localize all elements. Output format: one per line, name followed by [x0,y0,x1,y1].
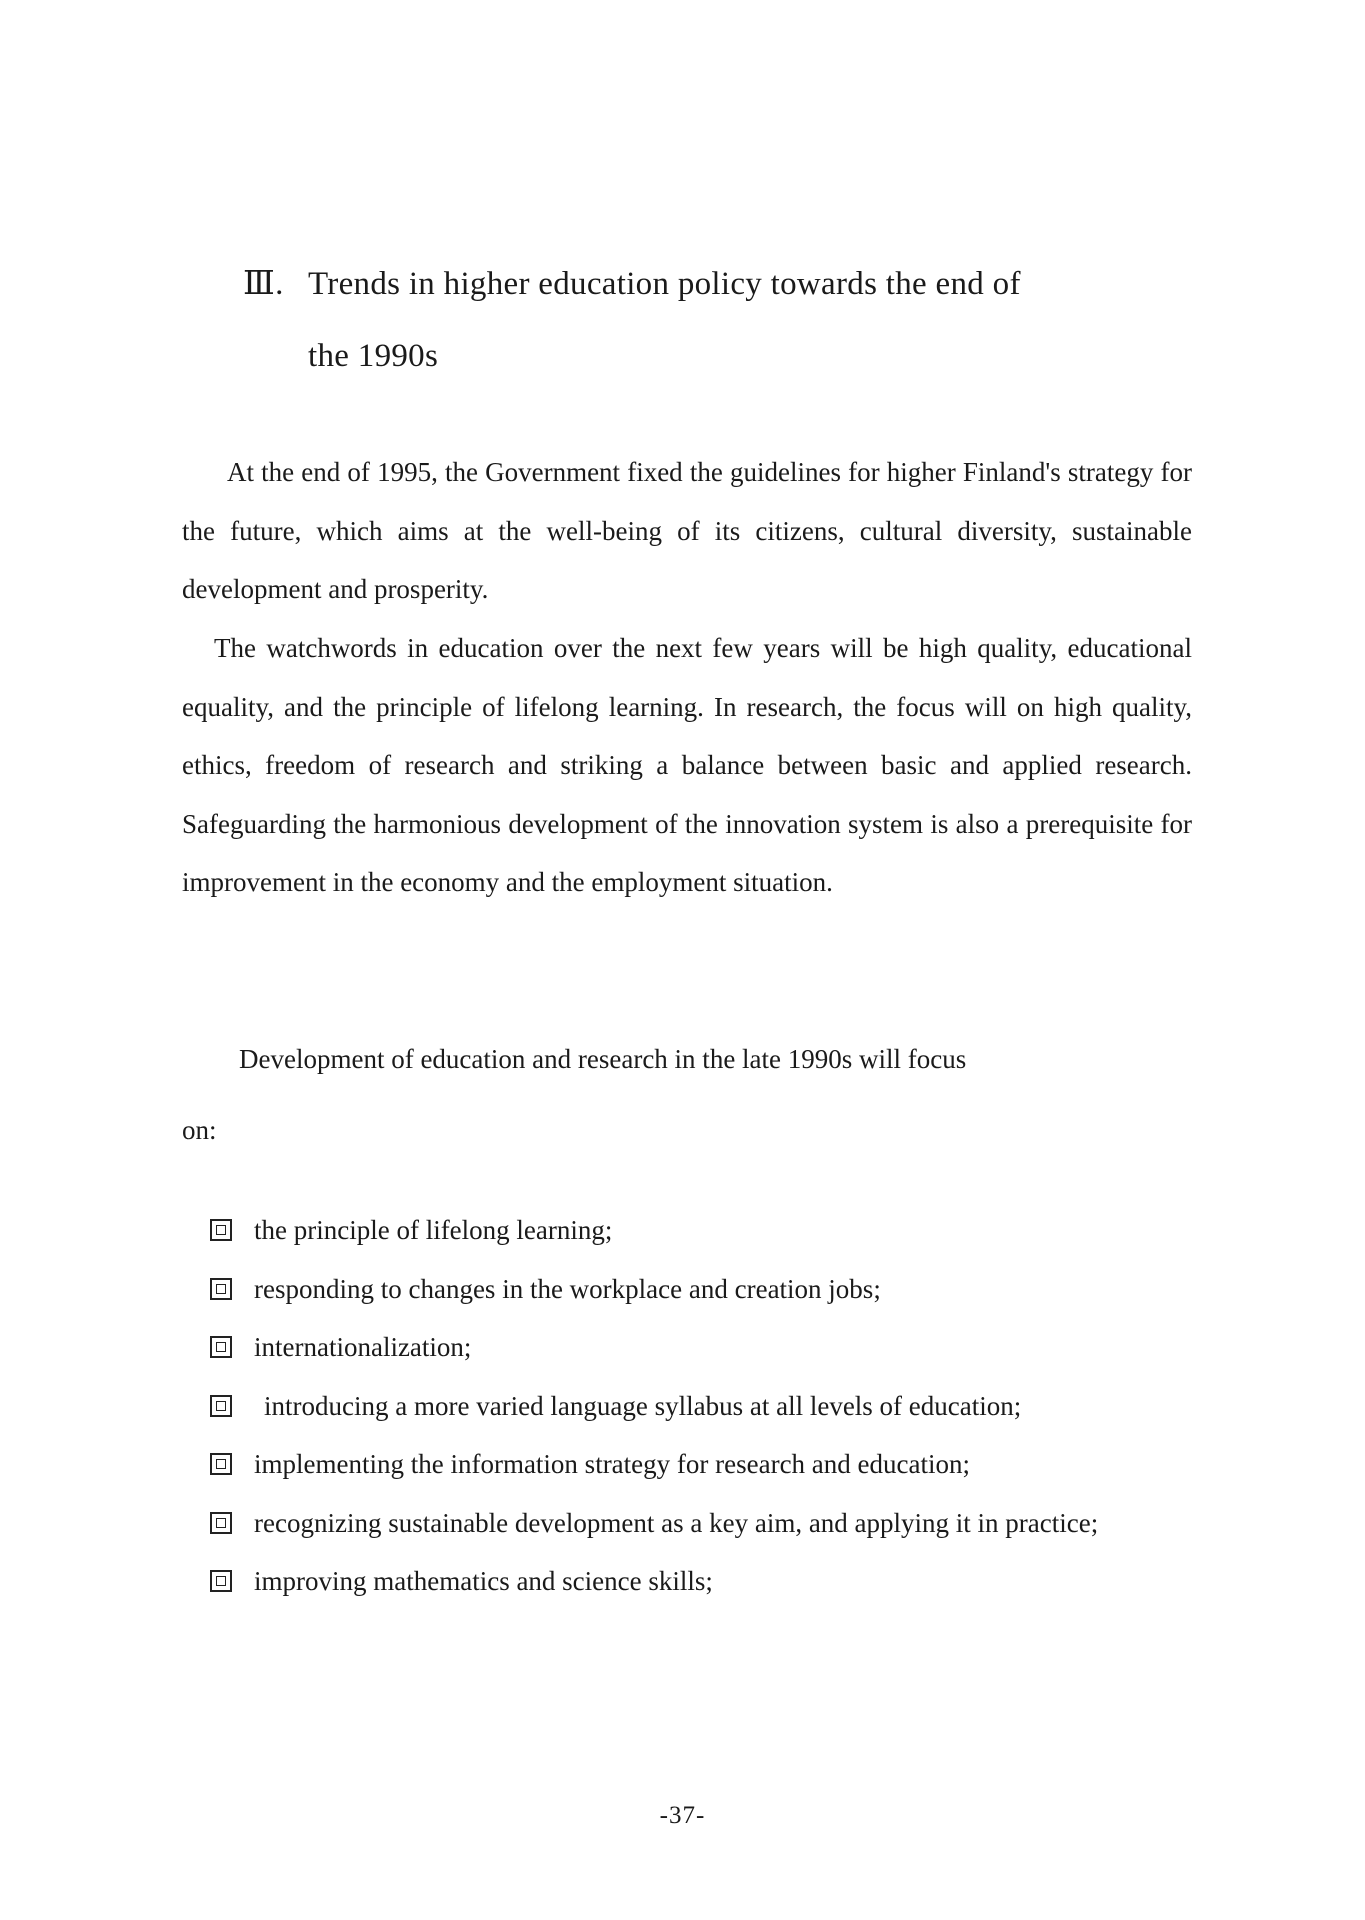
section-number: Ⅲ. [243,266,284,302]
square-bullet-icon [210,1278,232,1300]
page-number: -37- [659,1802,706,1829]
list-item-text: implementing the information strategy for research and education; [254,1449,971,1479]
paragraph-3 [182,1030,1192,1159]
list-item [210,1318,1195,1377]
paragraph-3-text: Development of education and research in the late 1990s will focus [239,1044,967,1074]
list-item [210,1201,1195,1260]
list-item [210,1377,1195,1436]
paragraph-1: At the end of 1995, the Government fixed the guidelines for higher Finland's strategy for the future, which aims at the well-being of its citizens, cultural diversity, sustainable development and prosperity. [182,457,1192,604]
section-heading [243,248,1193,392]
section-title-line-1: Trends in higher education policy towards the end of [308,266,1021,302]
list-item-text: the principle of lifelong learning; [254,1215,613,1245]
square-bullet-icon [210,1512,232,1534]
list-item-text: introducing a more varied language syllabus at all levels of education; [264,1390,1022,1421]
square-bullet-icon [210,1395,232,1417]
list-item-text: improving mathematics and science skills; [254,1566,713,1596]
list-item-text: recognizing sustainable development as a key aim, and applying it in practice; [254,1507,1099,1538]
square-bullet-icon [210,1219,232,1241]
list-item [210,1494,1195,1553]
square-bullet-icon [210,1570,232,1592]
focus-list [210,1201,1195,1611]
square-bullet-icon [210,1336,232,1358]
list-item-text: internationalization; [254,1332,472,1362]
list-item [210,1552,1195,1611]
list-item [210,1435,1195,1494]
paragraph-2: The watchwords in education over the next few years will be high quality, educational equality, and the principle of lifelong learning. In research, the focus will on high quality, ethics, freedom of research and striking a balance between basic and applied research. Safeguarding the harmonious development of the innovation system is also a prerequisite for improvement in the economy and the employment situation. [182,633,1192,897]
square-bullet-icon [210,1453,232,1475]
list-item [210,1260,1195,1319]
paragraph-3-ending: on: [182,1114,217,1145]
section-title-line-2: the 1990s [308,338,439,374]
list-item-text: responding to changes in the workplace and creation jobs; [254,1273,881,1304]
